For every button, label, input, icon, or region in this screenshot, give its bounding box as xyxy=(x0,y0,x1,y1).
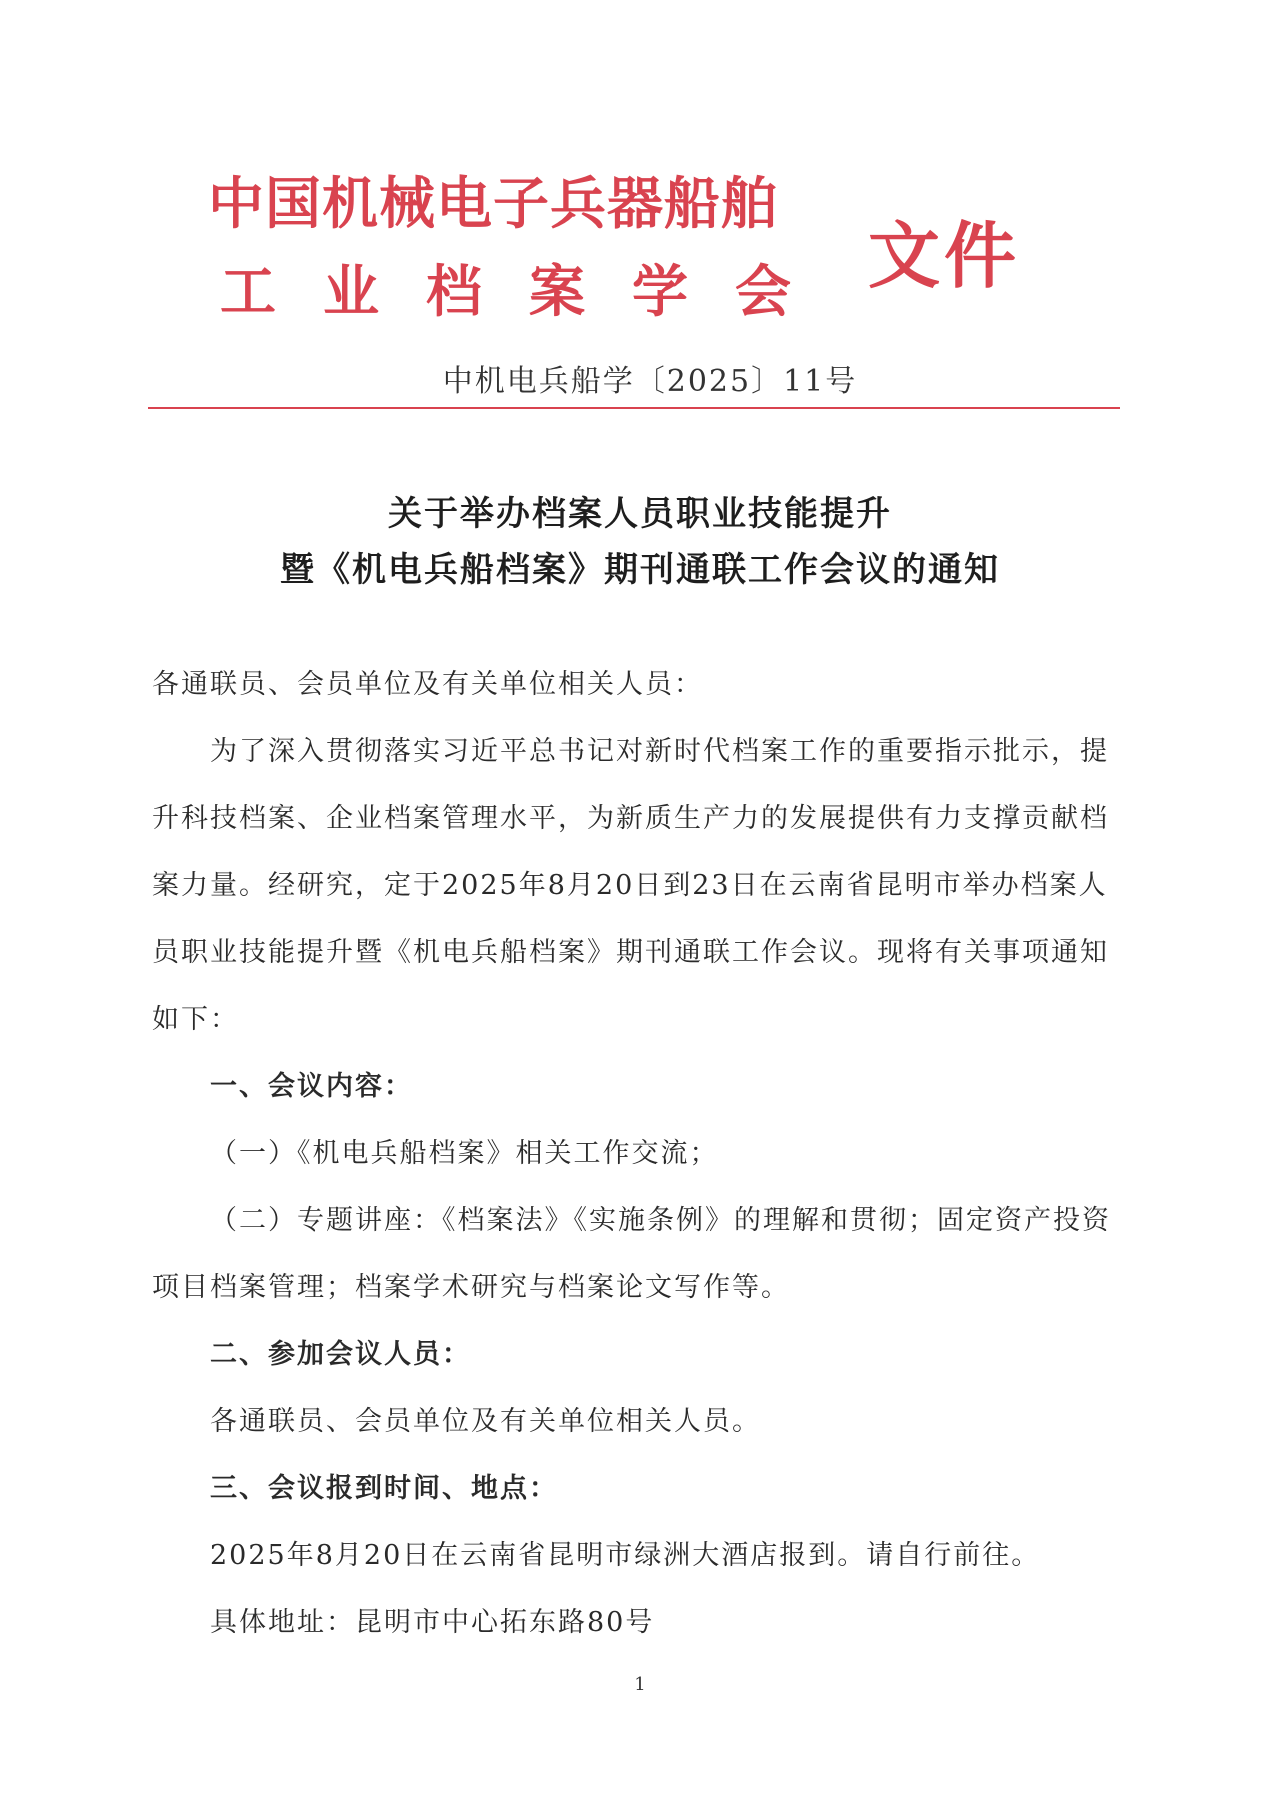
org-name-line1: 中国机械电子兵器船舶 xyxy=(208,172,778,237)
header-divider xyxy=(148,407,1120,409)
document-number: 中机电兵船学〔2025〕11号 xyxy=(442,364,858,399)
issuing-organization xyxy=(208,160,838,328)
section1-item1: （一）《机电兵船档案》相关工作交流； xyxy=(210,1138,719,1169)
page-number: 1 xyxy=(634,1674,646,1695)
salutation: 各通联员、会员单位及有关单位相关人员： xyxy=(152,669,703,700)
section3-heading: 三、会议报到时间、地点： xyxy=(210,1473,558,1504)
org-name-line2: 工业档案学会 xyxy=(220,260,838,325)
section3-text2: 具体地址：昆明市中心拓东路80号 xyxy=(210,1607,655,1638)
section2-heading: 二、参加会议人员： xyxy=(210,1339,471,1370)
file-label: 文件 xyxy=(868,214,1021,298)
title-line1: 关于举办档案人员职业技能提升 xyxy=(388,494,892,534)
notice-body xyxy=(152,651,1132,1656)
notice-title xyxy=(0,486,1280,598)
section2-text: 各通联员、会员单位及有关单位相关人员。 xyxy=(210,1406,761,1437)
title-line2: 暨《机电兵船档案》期刊通联工作会议的通知 xyxy=(280,550,1000,590)
section1-item2: （二）专题讲座：《档案法》《实施条例》的理解和贯彻；固定资产投资项目档案管理；档案学术研究与档案论文写作等。 xyxy=(152,1205,1111,1303)
intro-paragraph: 为了深入贯彻落实习近平总书记对新时代档案工作的重要指示批示，提升科技档案、企业档案管理水平，为新质生产力的发展提供有力支撑贡献档案力量。经研究，定于2025年8月20日到23日在云南省昆明市举办档案人员职业技能提升暨《机电兵船档案》期刊通联工作会议。现将有关事项通知如下： xyxy=(152,736,1109,1035)
section1-heading: 一、会议内容： xyxy=(210,1071,413,1102)
section3-text1: 2025年8月20日在云南省昆明市绿洲大酒店报到。请自行前往。 xyxy=(210,1540,1041,1571)
